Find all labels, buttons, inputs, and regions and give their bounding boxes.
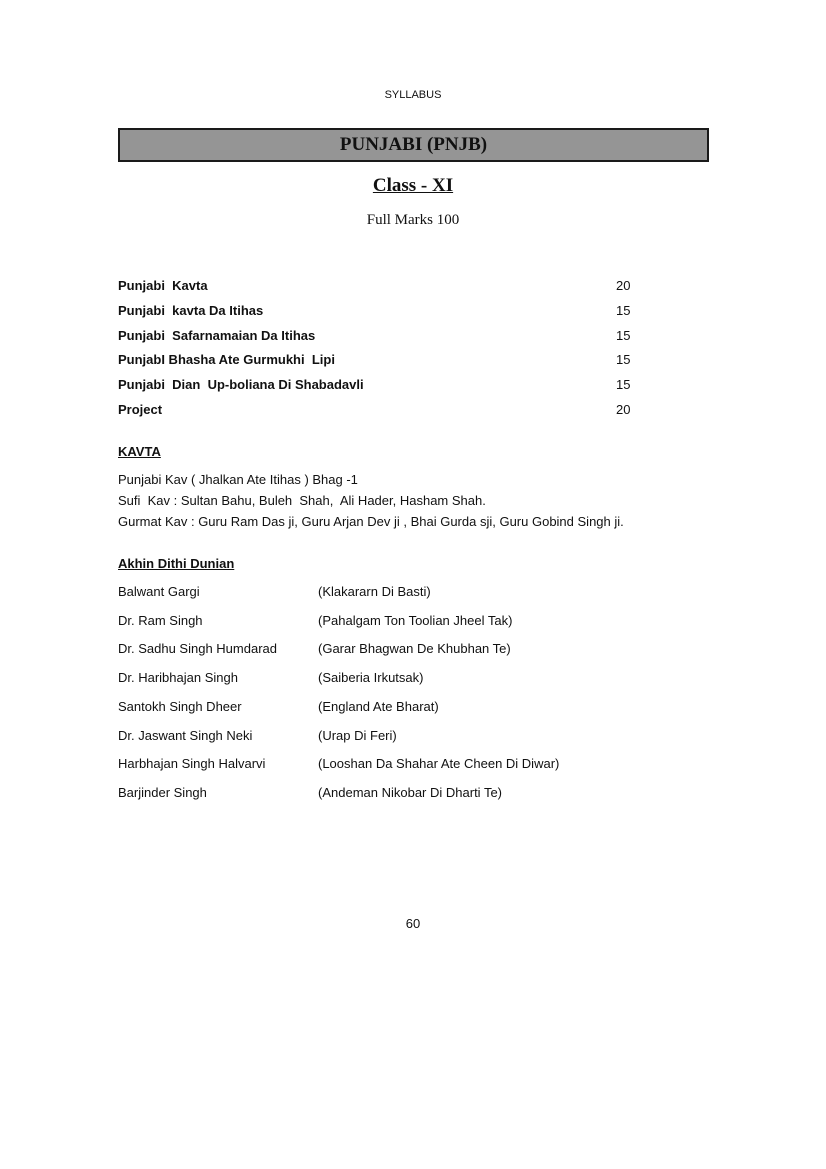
marks-value: 15 [616,377,631,393]
akhin-heading: Akhin Dithi Dunian [118,556,235,571]
kavta-heading: KAVTA [118,444,161,459]
marks-subject: Punjabi Dian Up-boliana Di Shabadavli [118,377,364,393]
work-title: (England Ate Bharat) [318,698,439,714]
author-name: Dr. Haribhajan Singh [118,670,238,686]
kavta-line: Punjabi Kav ( Jhalkan Ate Itihas ) Bhag -1 [118,472,358,487]
marks-subject: Punjabi Kavta [118,278,208,293]
marks-value: 15 [616,302,631,318]
work-title: (Klakararn Di Basti) [318,584,431,599]
work-title: (Saiberia Irkutsak) [318,670,424,686]
marks-subject: Punjabi Safarnamaian Da Itihas [118,327,316,343]
full-marks: Full Marks 100 [366,212,460,228]
author-name: Barjinder Singh [118,784,207,800]
author-name: Harbhajan Singh Halvarvi [118,756,266,772]
author-name: Balwant Gargi [118,584,200,599]
marks-subject: Punjabi kavta Da Itihas [118,302,264,318]
page-number: 60 [405,916,421,931]
marks-value: 15 [616,327,631,343]
author-name: Dr. Jaswant Singh Neki [118,727,253,743]
work-title: (Garar Bhagwan De Khubhan Te) [318,641,511,657]
work-title: (Pahalgam Ton Toolian Jheel Tak) [318,612,513,628]
class-label: Class - XI [372,175,454,196]
marks-value: 20 [616,278,631,293]
author-name: Santokh Singh Dheer [118,698,242,714]
work-title: (Urap Di Feri) [318,727,397,743]
kavta-line: Gurmat Kav : Guru Ram Das ji, Guru Arjan Dev ji , Bhai Gurda sji, Guru Gobind Singh ji. [118,514,624,529]
running-header: SYLLABUS [384,89,442,101]
author-name: Dr. Sadhu Singh Humdarad [118,641,277,657]
marks-value: 20 [616,402,631,417]
author-name: Dr. Ram Singh [118,612,203,628]
marks-subject: Project [118,402,163,417]
marks-value: 15 [616,352,631,368]
subject-title-banner: PUNJABI (PNJB) [118,128,709,162]
kavta-line: Sufi Kav : Sultan Bahu, Buleh Shah, Ali Hader, Hasham Shah. [118,493,486,508]
work-title: (Andeman Nikobar Di Dharti Te) [318,784,502,800]
marks-subject: PunjabI Bhasha Ate Gurmukhi Lipi [118,352,335,368]
work-title: (Looshan Da Shahar Ate Cheen Di Diwar) [318,756,560,772]
